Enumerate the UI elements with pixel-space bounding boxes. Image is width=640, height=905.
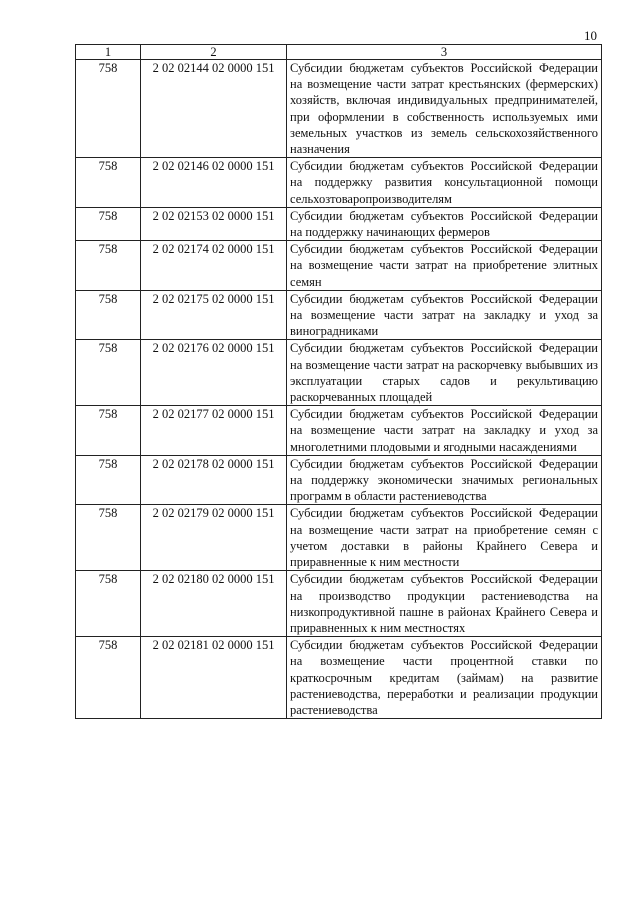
admin-code-cell: 758 (76, 290, 141, 340)
table-row (76, 340, 602, 406)
revenue-code-cell: 2 02 02181 02 0000 151 (141, 637, 287, 719)
table-row (76, 637, 602, 719)
description-cell: Субсидии бюджетам субъектов Российской Федерации на возмещение части затрат на приобретение семян с учетом доставки в районы Крайнего Севера и приравненные к ним местности (287, 505, 602, 571)
table-row (76, 290, 602, 340)
budget-classification-table (75, 44, 602, 719)
table-header-row (76, 45, 602, 60)
description-cell: Субсидии бюджетам субъектов Российской Федерации на поддержку начинающих фермеров (287, 207, 602, 240)
description-cell: Субсидии бюджетам субъектов Российской Федерации на производство продукции растениеводства на низкопродуктивной пашне в районах Крайнего Севера и приравненных к ним местностях (287, 571, 602, 637)
table-row (76, 60, 602, 158)
column-header-1: 1 (76, 45, 141, 60)
admin-code-cell: 758 (76, 406, 141, 456)
table-row (76, 455, 602, 505)
revenue-code-cell: 2 02 02177 02 0000 151 (141, 406, 287, 456)
description-cell: Субсидии бюджетам субъектов Российской Федерации на возмещение части затрат на закладку и уход за виноградниками (287, 290, 602, 340)
revenue-code-cell: 2 02 02146 02 0000 151 (141, 158, 287, 208)
admin-code-cell: 758 (76, 340, 141, 406)
admin-code-cell: 758 (76, 241, 141, 291)
revenue-code-cell: 2 02 02175 02 0000 151 (141, 290, 287, 340)
admin-code-cell: 758 (76, 158, 141, 208)
table-row (76, 207, 602, 240)
revenue-code-cell: 2 02 02144 02 0000 151 (141, 60, 287, 158)
revenue-code-cell: 2 02 02174 02 0000 151 (141, 241, 287, 291)
table-row (76, 406, 602, 456)
admin-code-cell: 758 (76, 60, 141, 158)
revenue-code-cell: 2 02 02153 02 0000 151 (141, 207, 287, 240)
table-row (76, 505, 602, 571)
revenue-code-cell: 2 02 02180 02 0000 151 (141, 571, 287, 637)
table-row (76, 241, 602, 291)
column-header-2: 2 (141, 45, 287, 60)
admin-code-cell: 758 (76, 637, 141, 719)
admin-code-cell: 758 (76, 505, 141, 571)
description-cell: Субсидии бюджетам субъектов Российской Федерации на возмещение части затрат крестьянских (фермерских) хозяйств, включая индивидуальных предпринимателей, при оформлении в собственность используемых ими земельных участков из земель сельскохозяйственного назначения (287, 60, 602, 158)
revenue-code-cell: 2 02 02176 02 0000 151 (141, 340, 287, 406)
revenue-code-cell: 2 02 02179 02 0000 151 (141, 505, 287, 571)
admin-code-cell: 758 (76, 571, 141, 637)
description-cell: Субсидии бюджетам субъектов Российской Федерации на возмещение части затрат на закладку и уход за многолетними плодовыми и ягодными насаждениями (287, 406, 602, 456)
table-row (76, 571, 602, 637)
description-cell: Субсидии бюджетам субъектов Российской Федерации на поддержку экономически значимых региональных программ в области растениеводства (287, 455, 602, 505)
description-cell: Субсидии бюджетам субъектов Российской Федерации на возмещение части затрат на приобретение элитных семян (287, 241, 602, 291)
column-header-3: 3 (287, 45, 602, 60)
admin-code-cell: 758 (76, 207, 141, 240)
table-row (76, 158, 602, 208)
page-number: 10 (584, 28, 597, 43)
description-cell: Субсидии бюджетам субъектов Российской Федерации на возмещение части затрат на раскорчевку выбывших из эксплуатации старых садов и рекультивацию раскорчеванных площадей (287, 340, 602, 406)
admin-code-cell: 758 (76, 455, 141, 505)
description-cell: Субсидии бюджетам субъектов Российской Федерации на поддержку развития консультационной помощи сельхозтоваропроизводителям (287, 158, 602, 208)
description-cell: Субсидии бюджетам субъектов Российской Федерации на возмещение части процентной ставки по краткосрочным кредитам (займам) на развитие растениеводства, переработки и реализации продукции растениеводства (287, 637, 602, 719)
revenue-code-cell: 2 02 02178 02 0000 151 (141, 455, 287, 505)
